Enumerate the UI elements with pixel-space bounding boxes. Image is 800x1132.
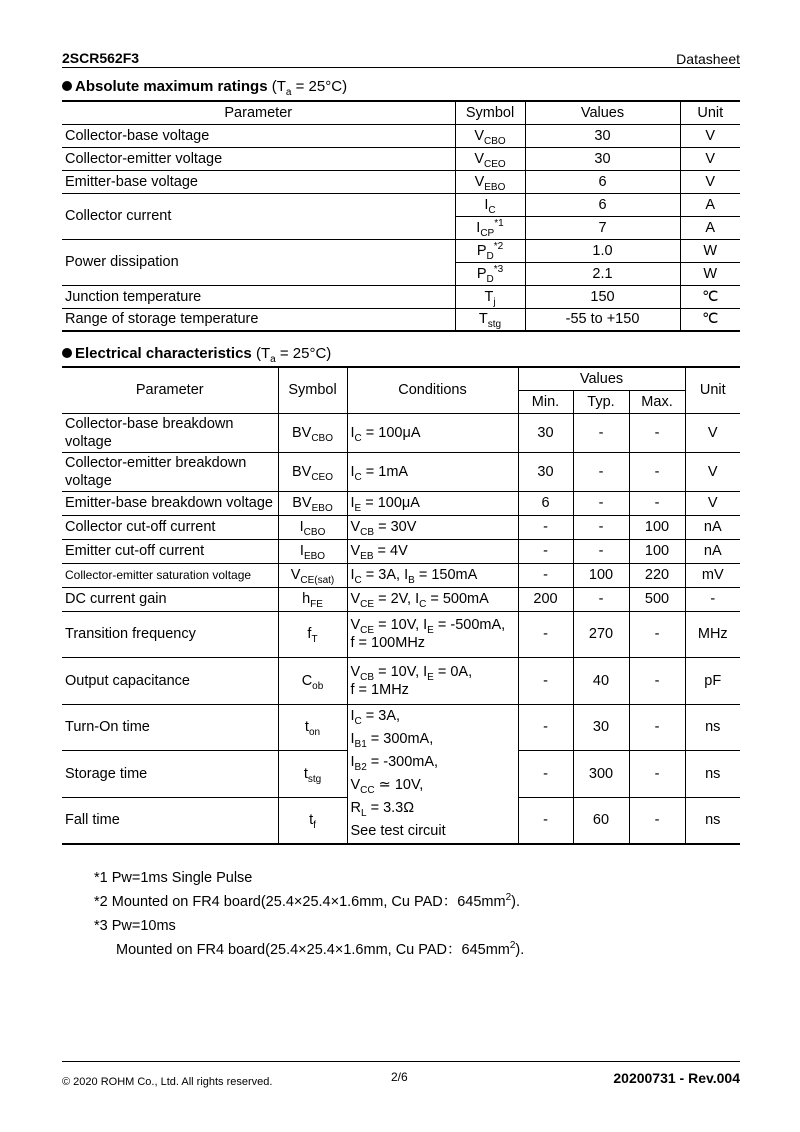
max-cell: 220 [629, 563, 685, 587]
unit-cell: V [680, 170, 740, 193]
col-parameter: Parameter [62, 367, 278, 413]
parameter-cell: Emitter cut-off current [62, 539, 278, 563]
symbol-cell: $P_D^{*3}$ [455, 262, 525, 285]
col-values: Values [518, 367, 685, 390]
min-cell: - [518, 611, 573, 657]
conditions-cell: $V_{EB} = 4V$ [347, 539, 518, 563]
table-row [62, 704, 740, 750]
max-cell: 100 [629, 539, 685, 563]
header-divider [62, 67, 740, 68]
typ-cell: - [573, 413, 629, 452]
unit-cell: V [680, 147, 740, 170]
typ-cell: - [573, 491, 629, 515]
conditions-cell: $V_{CB} = 30V$ [347, 515, 518, 539]
unit-cell: V [685, 413, 740, 452]
max-cell: - [629, 750, 685, 797]
max-cell: 100 [629, 515, 685, 539]
symbol-cell: $h_{FE}$ [278, 587, 347, 611]
unit-cell: W [680, 262, 740, 285]
unit-cell: A [680, 193, 740, 216]
parameter-cell: Collector-emitter voltage [62, 147, 455, 170]
value-cell: 6 [525, 193, 680, 216]
unit-cell: W [680, 239, 740, 262]
value-cell: 30 [525, 124, 680, 147]
symbol-cell: $t_f$ [278, 797, 347, 843]
col-max: Max. [629, 390, 685, 413]
value-cell: 1.0 [525, 239, 680, 262]
col-values: Values [525, 101, 680, 124]
min-cell: - [518, 750, 573, 797]
footnote: Mounted on FR4 board(25.4×25.4×1.6mm, Cu PAD：$645mm^2$). [116, 940, 525, 958]
parameter-cell: Transition frequency [62, 611, 278, 657]
parameter-cell: Collector-emitter breakdown voltage [62, 452, 278, 491]
min-cell: - [518, 539, 573, 563]
symbol-cell: $V_{EBO}$ [455, 170, 525, 193]
unit-cell: V [685, 491, 740, 515]
symbol-cell: $BV_{CEO}$ [278, 452, 347, 491]
symbol-cell: $T_{stg}$ [455, 308, 525, 331]
value-cell: 150 [525, 285, 680, 308]
symbol-cell: $T_j$ [455, 285, 525, 308]
unit-cell: nA [685, 539, 740, 563]
max-cell: - [629, 704, 685, 750]
table-row [62, 539, 740, 563]
typ-cell: - [573, 515, 629, 539]
conditions-cell: $V_{CE} = 10V$, $I_E = -500mA$, f = 100MHz [347, 611, 518, 657]
table-row [62, 147, 740, 170]
max-cell: - [629, 611, 685, 657]
unit-cell: V [680, 124, 740, 147]
typ-cell: 30 [573, 704, 629, 750]
table-row [62, 452, 740, 491]
symbol-cell: $I_{CBO}$ [278, 515, 347, 539]
typ-cell: 300 [573, 750, 629, 797]
unit-cell: ns [685, 797, 740, 843]
value-cell: 6 [525, 170, 680, 193]
value-cell: 30 [525, 147, 680, 170]
conditions-cell: $V_{CB} = 10V$, $I_E = 0A$, f = 1MHz [347, 657, 518, 704]
typ-cell: 100 [573, 563, 629, 587]
ec-section-title: Electrical characteristics $(T_a = 25^\circ C)$ [62, 345, 331, 362]
parameter-cell: Storage time [62, 750, 278, 797]
parameter-cell: Power dissipation [62, 239, 455, 285]
parameter-cell: Emitter-base breakdown voltage [62, 491, 278, 515]
parameter-cell: Collector current [62, 193, 455, 239]
unit-cell: - [685, 587, 740, 611]
conditions-cell: $I_C = 100\mu A$ [347, 413, 518, 452]
col-unit: Unit [685, 367, 740, 413]
symbol-cell: $I_C$ [455, 193, 525, 216]
unit-cell: ℃ [680, 285, 740, 308]
doc-type: Datasheet [676, 51, 740, 67]
revision: 20200731 - Rev.004 [613, 1070, 740, 1086]
bullet-icon [62, 348, 72, 358]
table-row [62, 563, 740, 587]
max-cell: - [629, 797, 685, 843]
typ-cell: - [573, 452, 629, 491]
footnote: *3 Pw=10ms [94, 918, 176, 934]
min-cell: - [518, 657, 573, 704]
value-cell: 7 [525, 216, 680, 239]
parameter-cell: DC current gain [62, 587, 278, 611]
conditions-cell: $I_E = 100\mu A$ [347, 491, 518, 515]
symbol-cell: $V_{CBO}$ [455, 124, 525, 147]
copyright: © 2020 ROHM Co., Ltd. All rights reserved. [62, 1076, 273, 1088]
symbol-cell: $V_{CEO}$ [455, 147, 525, 170]
footnotes [94, 866, 524, 962]
table-row [62, 170, 740, 193]
table-row [62, 413, 740, 452]
symbol-cell: $t_{stg}$ [278, 750, 347, 797]
conditions-cell: $I_C = 1mA$ [347, 452, 518, 491]
footnote: *1 Pw=1ms Single Pulse [94, 870, 253, 886]
unit-cell: ns [685, 704, 740, 750]
max-cell: - [629, 413, 685, 452]
table-row [62, 491, 740, 515]
value-cell: 2.1 [525, 262, 680, 285]
page-number: 2/6 [391, 1070, 408, 1084]
table-row [62, 587, 740, 611]
unit-cell: nA [685, 515, 740, 539]
parameter-cell: Range of storage temperature [62, 308, 455, 331]
max-cell: 500 [629, 587, 685, 611]
parameter-cell: Collector-base voltage [62, 124, 455, 147]
col-parameter: Parameter [62, 101, 455, 124]
symbol-cell: $t_{on}$ [278, 704, 347, 750]
typ-cell: 40 [573, 657, 629, 704]
unit-cell: pF [685, 657, 740, 704]
symbol-cell: $I_{CP}^{*1}$ [455, 216, 525, 239]
unit-cell: MHz [685, 611, 740, 657]
unit-cell: mV [685, 563, 740, 587]
table-row [62, 124, 740, 147]
unit-cell: ns [685, 750, 740, 797]
conditions-cell: $I_C = 3A$, $I_B = 150mA$ [347, 563, 518, 587]
symbol-cell: $BV_{EBO}$ [278, 491, 347, 515]
symbol-cell: $I_{EBO}$ [278, 539, 347, 563]
max-cell: - [629, 491, 685, 515]
min-cell: 200 [518, 587, 573, 611]
typ-cell: - [573, 587, 629, 611]
col-symbol: Symbol [278, 367, 347, 413]
col-typ: Typ. [573, 390, 629, 413]
part-number: 2SCR562F3 [62, 50, 140, 66]
max-cell: - [629, 452, 685, 491]
table-row [62, 515, 740, 539]
min-cell: - [518, 563, 573, 587]
footnote: *2 Mounted on FR4 board(25.4×25.4×1.6mm, Cu PAD：$645mm^2$). [94, 892, 521, 910]
symbol-cell: $BV_{CBO}$ [278, 413, 347, 452]
parameter-cell: Emitter-base voltage [62, 170, 455, 193]
parameter-cell: Turn-On time [62, 704, 278, 750]
table-row [62, 193, 740, 216]
conditions-cell: $I_C = 3A$, $I_{B1} = 300mA$, $I_{B2} = -300mA$, $V_{CC}$ ≃ 10V, $R_L = 3.3\Omega$ See test circuit [347, 704, 518, 844]
parameter-cell: Collector-emitter saturation voltage [62, 563, 278, 587]
unit-cell: V [685, 452, 740, 491]
min-cell: - [518, 797, 573, 843]
electrical-characteristics-table [62, 366, 740, 845]
parameter-cell: Output capacitance [62, 657, 278, 704]
col-conditions: Conditions [347, 367, 518, 413]
bullet-icon [62, 81, 72, 91]
footer-divider [62, 1061, 740, 1062]
symbol-cell: $f_T$ [278, 611, 347, 657]
unit-cell: ℃ [680, 308, 740, 331]
table-row [62, 611, 740, 657]
min-cell: 6 [518, 491, 573, 515]
col-min: Min. [518, 390, 573, 413]
table-row [62, 239, 740, 262]
min-cell: 30 [518, 452, 573, 491]
typ-cell: 270 [573, 611, 629, 657]
amr-section-title: Absolute maximum ratings $(T_a = 25^\circ C)$ [62, 78, 347, 95]
parameter-cell: Collector cut-off current [62, 515, 278, 539]
min-cell: 30 [518, 413, 573, 452]
parameter-cell: Junction temperature [62, 285, 455, 308]
value-cell: -55 to +150 [525, 308, 680, 331]
conditions-cell: $V_{CE} = 2V$, $I_C = 500mA$ [347, 587, 518, 611]
parameter-cell: Collector-base breakdown voltage [62, 413, 278, 452]
col-symbol: Symbol [455, 101, 525, 124]
unit-cell: A [680, 216, 740, 239]
table-row [62, 657, 740, 704]
symbol-cell: $P_D^{*2}$ [455, 239, 525, 262]
parameter-cell: Fall time [62, 797, 278, 843]
symbol-cell: $V_{CE(sat)}$ [278, 563, 347, 587]
symbol-cell: $C_{ob}$ [278, 657, 347, 704]
absolute-maximum-ratings-table [62, 100, 740, 332]
min-cell: - [518, 515, 573, 539]
table-row [62, 308, 740, 331]
typ-cell: 60 [573, 797, 629, 843]
min-cell: - [518, 704, 573, 750]
table-row [62, 285, 740, 308]
max-cell: - [629, 657, 685, 704]
typ-cell: - [573, 539, 629, 563]
col-unit: Unit [680, 101, 740, 124]
